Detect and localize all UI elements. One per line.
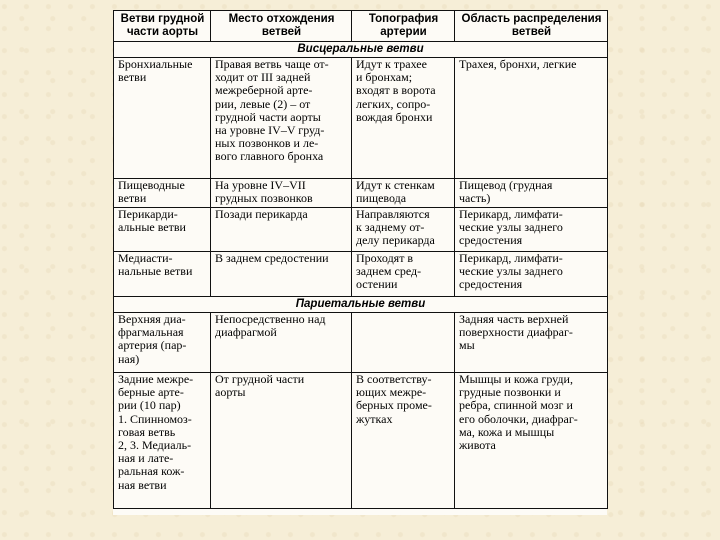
cell-topography: Идут к стенкам пищевода <box>352 179 455 208</box>
cell-distribution: Пищевод (грудная часть) <box>455 179 608 208</box>
header-topography: Топография артерии <box>352 11 455 42</box>
aorta-branches-table <box>113 10 608 509</box>
header-row <box>114 11 608 42</box>
cell-distribution: Задняя часть верхней поверхности диафраг- мы <box>455 313 608 373</box>
cell-branch: Верхняя диа- фрагмальная артерия (пар- ная) <box>114 313 211 373</box>
section-title-parietal: Париетальные ветви <box>114 297 608 313</box>
header-distribution: Область распределения ветвей <box>455 11 608 42</box>
cell-branch: Бронхиальные ветви <box>114 58 211 179</box>
table-row <box>114 58 608 179</box>
cell-topography <box>352 313 455 373</box>
cell-topography: Идут к трахее и бронхам; входят в ворота легких, сопро- вождая бронхи <box>352 58 455 179</box>
cell-distribution: Перикард, лимфати- ческие узлы заднего средостения <box>455 208 608 252</box>
table-row <box>114 252 608 297</box>
table-row <box>114 373 608 509</box>
cell-origin: В заднем средостении <box>211 252 352 297</box>
cell-topography: Направляются к заднему от- делу перикарда <box>352 208 455 252</box>
cell-distribution: Трахея, бронхи, легкие <box>455 58 608 179</box>
cell-origin: Правая ветвь чаще от- ходит от III задней межреберной арте- рии, левые (2) – от грудной части аорты на уровне IV–V груд- ных позвонков и ле- вого главного бронха <box>211 58 352 179</box>
cell-distribution: Мышцы и кожа груди, грудные позвонки и ребра, спинной мозг и его оболочки, диафраг- ма, кожа и мышцы живота <box>455 373 608 509</box>
section-row-visceral <box>114 42 608 58</box>
table-row <box>114 313 608 373</box>
cell-origin: Непосредственно над диафрагмой <box>211 313 352 373</box>
cell-branch: Пищеводные ветви <box>114 179 211 208</box>
cell-distribution: Перикард, лимфати- ческие узлы заднего средостения <box>455 252 608 297</box>
table-row <box>114 179 608 208</box>
cell-branch: Перикарди- альные ветви <box>114 208 211 252</box>
section-title-visceral: Висцеральные ветви <box>114 42 608 58</box>
cell-topography: В соответству- ющих межре- берных проме- жутках <box>352 373 455 509</box>
cell-branch: Задние межре- берные арте- рии (10 пар) 1. Спинномоз- говая ветвь 2, 3. Медиаль- ная и лате- ральная кож- ная ветви <box>114 373 211 509</box>
document-sheet <box>113 10 607 515</box>
table-row <box>114 208 608 252</box>
cell-origin: Позади перикарда <box>211 208 352 252</box>
section-row-parietal <box>114 297 608 313</box>
cell-origin: От грудной части аорты <box>211 373 352 509</box>
cell-branch: Медиасти- нальные ветви <box>114 252 211 297</box>
header-origin: Место отхождения ветвей <box>211 11 352 42</box>
cell-origin: На уровне IV–VII грудных позвонков <box>211 179 352 208</box>
cell-topography: Проходят в заднем сред- остении <box>352 252 455 297</box>
header-branches: Ветви грудной части аорты <box>114 11 211 42</box>
